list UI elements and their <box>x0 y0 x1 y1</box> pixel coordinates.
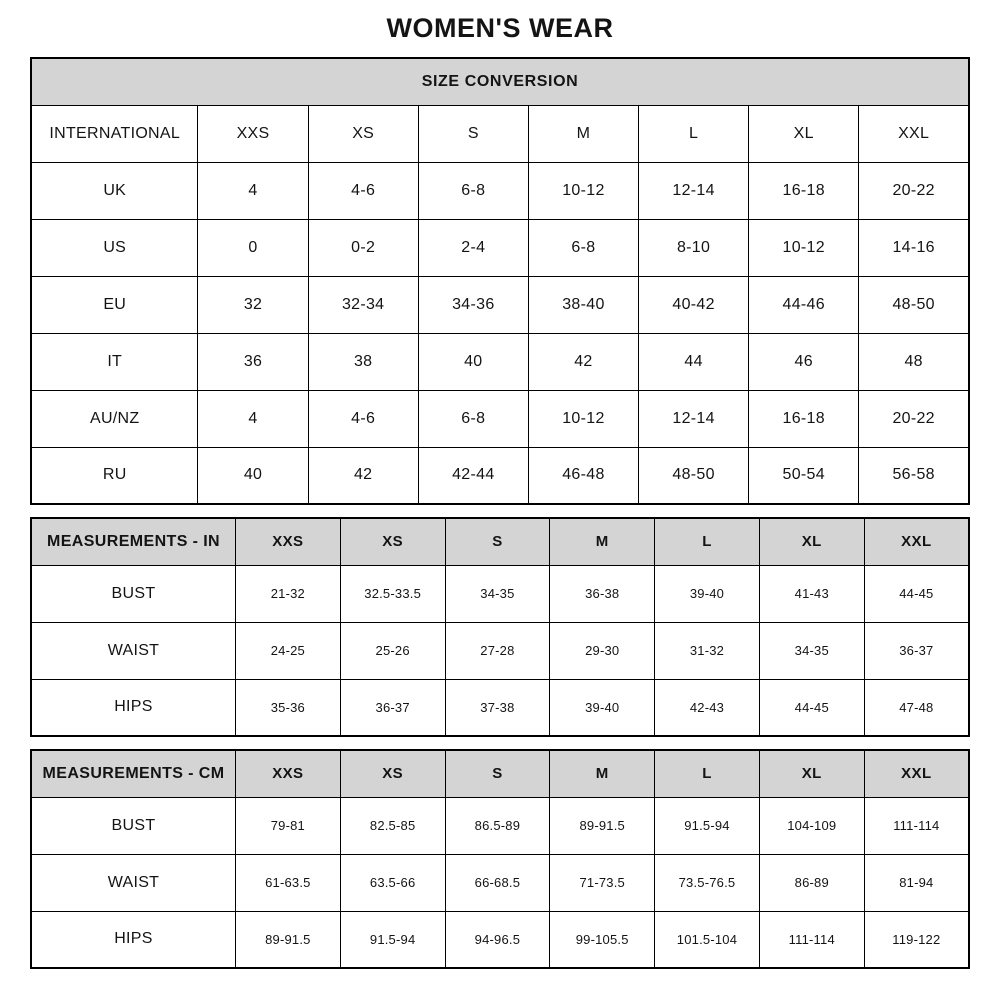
value-cell: 48-50 <box>639 447 749 504</box>
value-cell: 40 <box>418 333 528 390</box>
value-cell: 20-22 <box>859 162 969 219</box>
measurements-in-body <box>31 565 969 736</box>
table-row <box>31 276 969 333</box>
value-cell: 44 <box>639 333 749 390</box>
row-label: RU <box>31 447 198 504</box>
value-cell: 42 <box>528 333 638 390</box>
value-cell: XL <box>749 105 859 162</box>
value-cell: M <box>528 105 638 162</box>
size-header-cell: M <box>550 518 655 565</box>
table-row <box>31 679 969 736</box>
value-cell: 99-105.5 <box>550 911 655 968</box>
value-cell: 27-28 <box>445 622 550 679</box>
page-title: WOMEN'S WEAR <box>386 13 614 43</box>
header-row <box>31 750 969 797</box>
value-cell: 4-6 <box>308 390 418 447</box>
value-cell: 44-45 <box>864 565 969 622</box>
value-cell: 0 <box>198 219 308 276</box>
measurements-cm-body <box>31 797 969 968</box>
table-row <box>31 854 969 911</box>
value-cell: 104-109 <box>759 797 864 854</box>
size-header-cell: XL <box>759 750 864 797</box>
value-cell: 111-114 <box>759 911 864 968</box>
value-cell: 4 <box>198 390 308 447</box>
size-conversion-title: SIZE CONVERSION <box>31 58 969 105</box>
value-cell: 79-81 <box>235 797 340 854</box>
table-row <box>31 797 969 854</box>
row-label: UK <box>31 162 198 219</box>
value-cell: 10-12 <box>528 162 638 219</box>
table-row <box>31 162 969 219</box>
value-cell: 119-122 <box>864 911 969 968</box>
row-label: IT <box>31 333 198 390</box>
row-label: BUST <box>31 565 235 622</box>
table-row <box>31 911 969 968</box>
size-header-cell: S <box>445 750 550 797</box>
value-cell: 46 <box>749 333 859 390</box>
value-cell: 48-50 <box>859 276 969 333</box>
row-label: BUST <box>31 797 235 854</box>
value-cell: 6-8 <box>418 390 528 447</box>
size-header-cell: XXS <box>235 518 340 565</box>
size-header-cell: S <box>445 518 550 565</box>
value-cell: 39-40 <box>550 679 655 736</box>
value-cell: 86-89 <box>759 854 864 911</box>
size-header-cell: XXS <box>235 750 340 797</box>
value-cell: 47-48 <box>864 679 969 736</box>
value-cell: 25-26 <box>340 622 445 679</box>
size-header-cell: XS <box>340 518 445 565</box>
value-cell: 14-16 <box>859 219 969 276</box>
value-cell: 34-36 <box>418 276 528 333</box>
value-cell: 36 <box>198 333 308 390</box>
value-cell: 38-40 <box>528 276 638 333</box>
size-conversion-table <box>30 57 970 505</box>
row-label: WAIST <box>31 854 235 911</box>
table-row <box>31 622 969 679</box>
table-row <box>31 219 969 276</box>
measurements-in-title: MEASUREMENTS - IN <box>31 518 235 565</box>
value-cell: 35-36 <box>235 679 340 736</box>
value-cell: XXL <box>859 105 969 162</box>
value-cell: 42-43 <box>655 679 760 736</box>
value-cell: 63.5-66 <box>340 854 445 911</box>
value-cell: 42 <box>308 447 418 504</box>
value-cell: 12-14 <box>639 390 749 447</box>
value-cell: 20-22 <box>859 390 969 447</box>
value-cell: XS <box>308 105 418 162</box>
row-label: AU/NZ <box>31 390 198 447</box>
size-header-cell: M <box>550 750 655 797</box>
value-cell: L <box>639 105 749 162</box>
value-cell: 46-48 <box>528 447 638 504</box>
value-cell: 0-2 <box>308 219 418 276</box>
value-cell: 111-114 <box>864 797 969 854</box>
row-label: WAIST <box>31 622 235 679</box>
header-row <box>31 518 969 565</box>
measurements-cm-head <box>31 750 969 797</box>
header-row <box>31 58 969 105</box>
value-cell: 36-38 <box>550 565 655 622</box>
row-label: EU <box>31 276 198 333</box>
value-cell: 40 <box>198 447 308 504</box>
value-cell: 10-12 <box>528 390 638 447</box>
size-header-cell: L <box>655 750 760 797</box>
size-header-cell: XL <box>759 518 864 565</box>
value-cell: 42-44 <box>418 447 528 504</box>
value-cell: S <box>418 105 528 162</box>
value-cell: 44-45 <box>759 679 864 736</box>
table-row <box>31 105 969 162</box>
value-cell: 61-63.5 <box>235 854 340 911</box>
measurements-in-head <box>31 518 969 565</box>
size-conversion-body <box>31 105 969 504</box>
value-cell: 6-8 <box>418 162 528 219</box>
size-header-cell: XXL <box>864 750 969 797</box>
measurements-cm-title: MEASUREMENTS - CM <box>31 750 235 797</box>
value-cell: 40-42 <box>639 276 749 333</box>
value-cell: 94-96.5 <box>445 911 550 968</box>
value-cell: 50-54 <box>749 447 859 504</box>
value-cell: 10-12 <box>749 219 859 276</box>
table-row <box>31 565 969 622</box>
value-cell: 36-37 <box>340 679 445 736</box>
table-row <box>31 447 969 504</box>
value-cell: 81-94 <box>864 854 969 911</box>
value-cell: 31-32 <box>655 622 760 679</box>
value-cell: 32.5-33.5 <box>340 565 445 622</box>
value-cell: 12-14 <box>639 162 749 219</box>
value-cell: 21-32 <box>235 565 340 622</box>
value-cell: 34-35 <box>759 622 864 679</box>
value-cell: 2-4 <box>418 219 528 276</box>
value-cell: 34-35 <box>445 565 550 622</box>
value-cell: 89-91.5 <box>550 797 655 854</box>
value-cell: 91.5-94 <box>340 911 445 968</box>
table-row <box>31 390 969 447</box>
measurements-cm-table <box>30 749 970 969</box>
value-cell: 37-38 <box>445 679 550 736</box>
value-cell: 36-37 <box>864 622 969 679</box>
value-cell: 29-30 <box>550 622 655 679</box>
measurements-in-table <box>30 517 970 737</box>
value-cell: 66-68.5 <box>445 854 550 911</box>
value-cell: 6-8 <box>528 219 638 276</box>
value-cell: 32-34 <box>308 276 418 333</box>
value-cell: 8-10 <box>639 219 749 276</box>
value-cell: 39-40 <box>655 565 760 622</box>
value-cell: 91.5-94 <box>655 797 760 854</box>
value-cell: XXS <box>198 105 308 162</box>
value-cell: 4 <box>198 162 308 219</box>
value-cell: 38 <box>308 333 418 390</box>
value-cell: 48 <box>859 333 969 390</box>
value-cell: 32 <box>198 276 308 333</box>
row-label: HIPS <box>31 679 235 736</box>
value-cell: 16-18 <box>749 390 859 447</box>
size-header-cell: XS <box>340 750 445 797</box>
row-label: HIPS <box>31 911 235 968</box>
row-label: US <box>31 219 198 276</box>
value-cell: 41-43 <box>759 565 864 622</box>
value-cell: 73.5-76.5 <box>655 854 760 911</box>
value-cell: 56-58 <box>859 447 969 504</box>
value-cell: 101.5-104 <box>655 911 760 968</box>
value-cell: 24-25 <box>235 622 340 679</box>
value-cell: 71-73.5 <box>550 854 655 911</box>
size-header-cell: XXL <box>864 518 969 565</box>
size-header-cell: L <box>655 518 760 565</box>
size-guide-page <box>30 13 970 969</box>
value-cell: 89-91.5 <box>235 911 340 968</box>
value-cell: 16-18 <box>749 162 859 219</box>
value-cell: 86.5-89 <box>445 797 550 854</box>
row-label: INTERNATIONAL <box>31 105 198 162</box>
table-row <box>31 333 969 390</box>
value-cell: 82.5-85 <box>340 797 445 854</box>
value-cell: 44-46 <box>749 276 859 333</box>
value-cell: 4-6 <box>308 162 418 219</box>
